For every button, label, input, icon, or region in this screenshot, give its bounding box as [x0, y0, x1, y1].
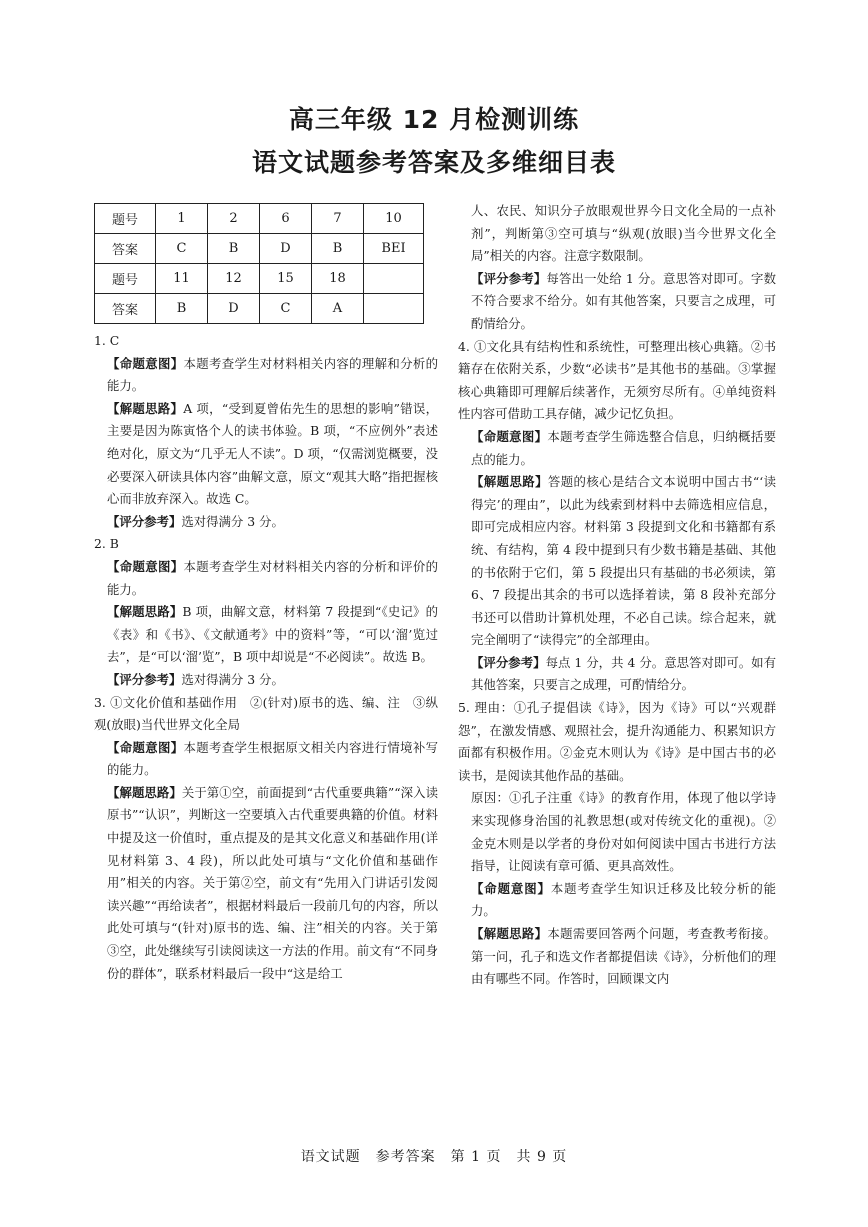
answer-table-cell: 12: [208, 264, 260, 294]
answer-table-cell: A: [312, 294, 364, 324]
answer-table-header-cell: 题号: [95, 204, 156, 234]
q3-intent-text: 本题考查学生根据原文相关内容进行情境补写的能力。: [107, 739, 439, 778]
page-footer: 语文试题 参考答案 第 1 页 共 9 页: [300, 1149, 568, 1165]
q3-scoring-text: 每答出一处给 1 分。意思答对即可。字数不符合要求不给分。如有其他答案，只要言之成理，可酌情给分。: [471, 270, 776, 331]
answer-table-cell: C: [156, 234, 208, 264]
q1-intent-text: 本题考查学生对材料相关内容的理解和分析的能力。: [107, 355, 439, 394]
analysis-tag: 【解题思路】: [471, 926, 548, 941]
q2-scoring-text: 选对得满分 3 分。: [181, 671, 284, 687]
q1-analysis: [94, 398, 438, 511]
q4-analysis: [458, 471, 776, 652]
q4-analysis-text: 答题的核心是结合文本说明中国古书“‘读得完’的理由”，以此为线索到材料中去筛选相应信息，即可完成相应内容。材料第 3 段提到文化和书籍都有系统、有结构，第 4 段中提到只有少数书籍是基础、其他的书依附于它们，第 5 段提出只有基础的书必须读，第 6、7 段提出其余的书可以选择着读，第 8 段补充部分书还可以借助计算机处理，不必自己读。综合起来，就完全阐明了“读得完”的全部理由。: [471, 474, 776, 648]
answer-table-cell: BEI: [364, 234, 424, 264]
intent-tag: 【命题意图】: [107, 355, 184, 371]
q5-analysis-text: 本题需要回答两个问题，考查教考衔接。第一问，孔子和选文作者都提倡读《诗》，分析他们的理由有哪些不同。作答时，回顾课文内: [471, 926, 777, 987]
q4-answer: 4. ①文化具有结构性和系统性，可整理出核心典籍。②书籍存在依附关系，少数“必读书”是其他书的基础。③掌握核心典籍即可理解后续著作，无须穷尽所有。④单纯资料性内容可借助工具存储，减少记忆负担。: [458, 338, 776, 422]
q2-answer: 2. B: [94, 536, 119, 552]
q1-analysis-text: A 项，“受到夏曾佑先生的思想的影响”错误，主要是因为陈寅恪个人的读书体验。B 项，“不应例外”表述绝对化，原文为“几乎无人不读”。D 项，“仅需浏览概要，没必要深入研读具体内容”曲解文意，原文“观其大略”指把握核心而非放弃深入。故选 C。: [107, 400, 439, 507]
answer-table-cell: [364, 294, 424, 324]
q3-answer: 3. ①文化价值和基础作用 ②(针对)原书的选、编、注 ③纵观(放眼)当代世界文化全局: [94, 694, 438, 733]
q1-answer: 1. C: [94, 333, 120, 348]
q2-analysis-text: B 项，曲解文意，材料第 7 段提到“《史记》的《表》和《书》、《文献通考》中的资料”等，“可以‘溜’览过去”，是“可以‘溜’览”，B 项中却说是“不必阅读”。故选 B。: [107, 604, 438, 665]
scoring-tag: 【评分参考】: [471, 654, 546, 670]
q2-analysis: [94, 601, 438, 669]
answer-table-cell: D: [208, 294, 260, 324]
answer-table-row: [95, 234, 424, 264]
q5-reason: 原因：①孔子注重《诗》的教育作用，体现了他以学诗来实现修身治国的礼教思想(或对传统文化的重视)。②金克木则是以学者的身份对如何阅读中国古书进行方法指导，让阅读有章可循、更具高效性。: [471, 790, 776, 874]
answer-table-cell: 7: [312, 204, 364, 234]
q4-scoring-text: 每点 1 分，共 4 分。意思答对即可。如有其他答案，只要言之成理，可酌情给分。: [471, 654, 776, 693]
left-column: [94, 330, 438, 985]
q4-intent: [458, 426, 776, 471]
answer-table-header-cell: 答案: [95, 294, 156, 324]
answer-table-cell: 1: [156, 204, 208, 234]
q5-intent-text: 本题考查学生知识迁移及比较分析的能力。: [471, 880, 777, 919]
answer-table-cell: 6: [260, 204, 312, 234]
q1-scoring: [94, 511, 438, 534]
answer-table-cell: 11: [156, 264, 208, 294]
q5-analysis: [458, 923, 776, 991]
answer-table-cell: 15: [260, 264, 312, 294]
scoring-tag: 【评分参考】: [471, 270, 547, 286]
analysis-tag: 【解题思路】: [107, 400, 184, 416]
intent-tag: 【命题意图】: [471, 880, 551, 896]
q3-scoring: [458, 268, 776, 336]
answer-table-header-cell: 答案: [95, 234, 156, 264]
intent-tag: 【命题意图】: [471, 428, 548, 444]
page-title: 高三年级 12 月检测训练: [288, 105, 580, 134]
scoring-tag: 【评分参考】: [107, 513, 182, 529]
answer-table-cell: B: [208, 234, 260, 264]
analysis-tag: 【解题思路】: [471, 474, 548, 490]
q2-scoring: [94, 669, 438, 692]
q1-scoring-text: 选对得满分 3 分。: [181, 513, 284, 529]
q5-answer: 5. 理由：①孔子提倡读《诗》，因为《诗》可以“兴观群怨”，在激发情感、观照社会，提升沟通能力、积累知识方面都有积极作用。②金克木则认为《诗》是中国古书的必读书，是阅读其他作品的基础。: [458, 700, 776, 783]
answer-table-cell: 10: [364, 204, 424, 234]
answer-table-row: [95, 204, 424, 234]
analysis-tag: 【解题思路】: [107, 784, 182, 800]
q3-analysis-continued: 人、农民、知识分子放眼观世界今日文化全局的一点补剂”，判断第③空可填与“纵观(放眼)当今世界文化全局”相关的内容。注意字数限制。: [471, 203, 776, 264]
intent-tag: 【命题意图】: [107, 558, 184, 574]
right-column: [458, 200, 776, 991]
answer-table-cell: 18: [312, 264, 364, 294]
answer-table-cell: 2: [208, 204, 260, 234]
q3-analysis-text: 关于第①空，前面提到“古代重要典籍”“深入读原书”“认识”，判断这一空要填入古代重要典籍的价值。材料中提及这一价值时，重点提及的是其文化意义和基础作用(详见材料第 3、4 段)，所以此处可填与“文化价值和基础作用”相关的内容。关于第②空，前文有“先用入门讲话引发阅读兴趣”“再给读者”，根据材料最后一段前几句的内容，所以此处可填与“(针对)原书的选、编、注”相关的内容。关于第③空，此处继续写引读阅读这一方法的作用。前文有“不同身份的群体”，联系材料最后一段中“这是给工: [107, 784, 438, 981]
q5-intent: [458, 878, 776, 923]
answer-table-cell: D: [260, 234, 312, 264]
q2-intent-text: 本题考查学生对材料相关内容的分析和评价的能力。: [107, 558, 439, 597]
answer-table-row: [95, 264, 424, 294]
answer-table-header-cell: 题号: [95, 264, 156, 294]
q3-intent: [94, 737, 438, 782]
q1-intent: [94, 353, 438, 398]
answer-table-cell: C: [260, 294, 312, 324]
answer-table-cell: B: [156, 294, 208, 324]
q4-scoring: [458, 652, 776, 697]
q4-intent-text: 本题考查学生筛选整合信息，归纳概括要点的能力。: [471, 428, 777, 467]
page-subtitle: 语文试题参考答案及多维细目表: [251, 148, 616, 177]
q3-analysis: [94, 782, 438, 985]
scoring-tag: 【评分参考】: [107, 671, 182, 687]
analysis-tag: 【解题思路】: [107, 604, 183, 620]
q2-intent: [94, 556, 438, 601]
answer-table-cell: B: [312, 234, 364, 264]
answer-table: [94, 203, 424, 324]
answer-table-cell: [364, 264, 424, 294]
intent-tag: 【命题意图】: [107, 739, 184, 755]
answer-table-row: [95, 294, 424, 324]
